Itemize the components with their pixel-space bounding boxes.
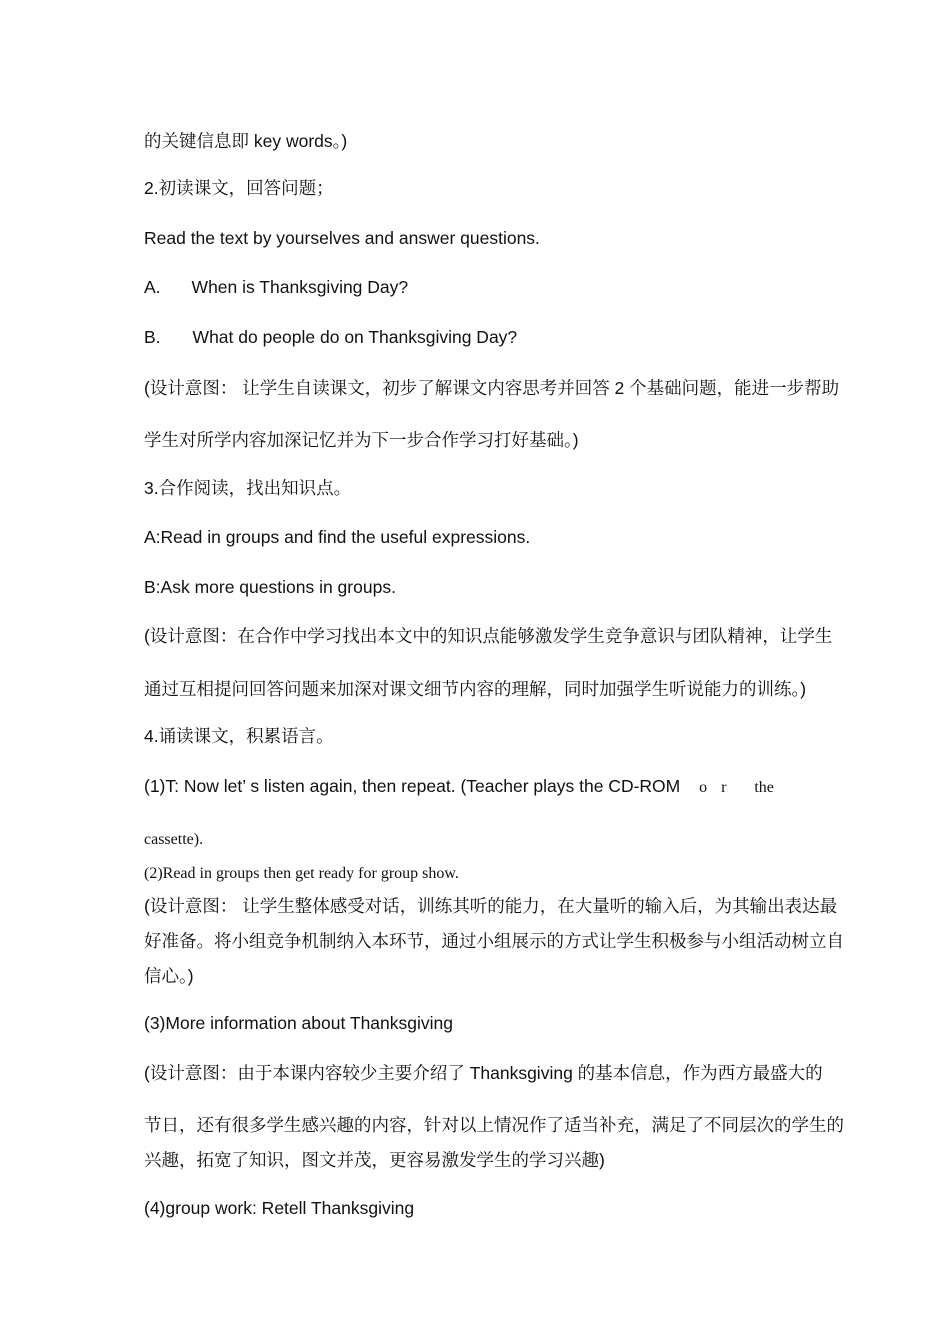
step-4-item-2: (2)Read in groups then get ready for group show. [144,865,459,882]
question-b [144,325,810,349]
design-intent-1-line-2: 学生对所学内容加深记忆并为下一步合作学习打好基础。) [144,430,579,450]
step-4-item-4: (4)group work: Retell Thanksgiving [144,1198,415,1218]
design-intent-3-line-1: (设计意图： 让学生整体感受对话，训练其听的能力，在大量听的输入后，为其输出表达最 [144,896,838,916]
step-3-item-b: B:Ask more questions in groups. [144,577,396,597]
design-intent-2-line-2: 通过互相提问回答问题来加深对课文细节内容的理解，同时加强学生听说能力的训练。) [144,679,807,699]
design-intent-4-line-2: 节日，还有很多学生感兴趣的内容，针对以上情况作了适当补充，满足了不同层次的学生的 [144,1115,844,1135]
step-4-item-1-continuation: cassette). [144,831,204,848]
step-4-item-1-text: (1)T: Now let’ s listen again, then repeat. (Teacher plays the CD-ROM [144,776,681,796]
question-b-marker: B. [144,327,161,347]
step-4-item-3: (3)More information about Thanksgiving [144,1013,454,1033]
design-intent-3-line-3: 信心。) [144,966,194,986]
step-4-item-1-the: the [754,779,774,796]
design-intent-4-line-3: 兴趣，拓宽了知识，图文并茂，更容易激发学生的学习兴趣) [144,1150,605,1170]
step-4-item-1 [144,774,810,800]
question-a-text: When is Thanksgiving Day? [191,277,409,297]
step-3-item-a: A:Read in groups and find the useful expressions. [144,527,531,547]
design-intent-2-line-1: (设计意图：在合作中学习找出本文中的知识点能够激发学生竞争意识与团队精神，让学生 [144,626,833,646]
step-4-item-1-or: o r [699,779,732,796]
design-intent-3-line-2: 好准备。将小组竞争机制纳入本环节，通过小组展示的方式让学生积极参与小组活动树立自 [144,931,844,951]
step-4-heading: 4.诵读课文，积累语言。 [144,726,334,746]
step-2-heading: 2.初读课文，回答问题； [144,178,334,198]
step-3-heading: 3.合作阅读，找出知识点。 [144,478,352,498]
step-2-instruction: Read the text by yourselves and answer questions. [144,228,540,248]
question-b-text: What do people do on Thanksgiving Day? [192,327,518,347]
design-intent-4-line-1: (设计意图：由于本课内容较少主要介绍了 Thanksgiving 的基本信息，作为西方最盛大的 [144,1063,823,1083]
text-line-key-words: 的关键信息即 key words。) [144,131,348,151]
design-intent-1-line-1: (设计意图： 让学生自读课文，初步了解课文内容思考并回答 2 个基础问题，能进一步帮助 [144,378,840,398]
question-a [144,275,810,299]
question-a-marker: A. [144,277,161,297]
